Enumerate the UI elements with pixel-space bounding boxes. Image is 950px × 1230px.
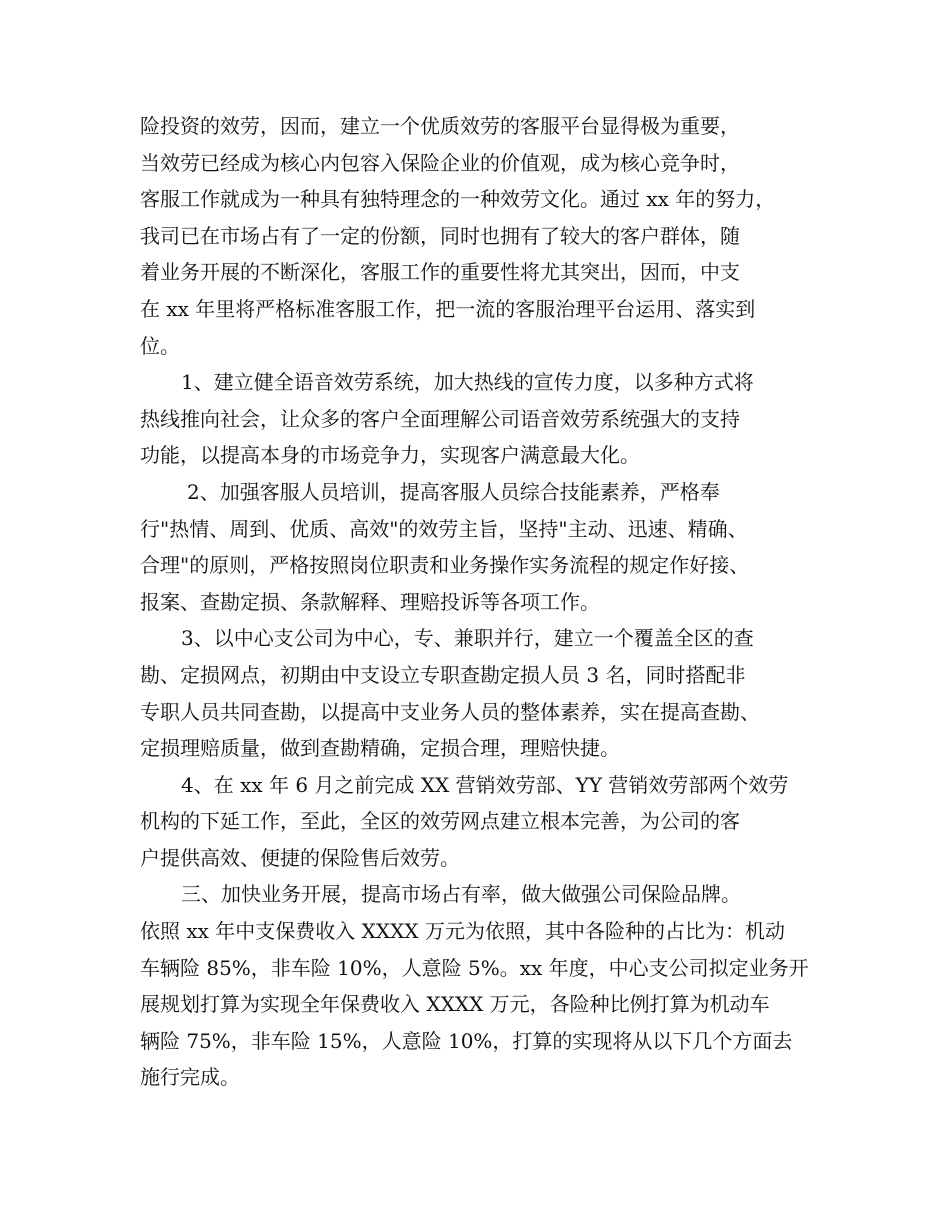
section-3-line-3: 车辆险 85%，非车险 10%，人意险 5%。xx 年度，中心支公司拟定业务开 <box>140 955 809 980</box>
paragraph-1-line-2: 当效劳已经成为核心内包容入保险企业的价值观，成为核心竞争时， <box>140 150 740 175</box>
section-3-line-1: 三、加快业务开展，提高市场占有率，做大做强公司保险品牌。 <box>181 882 741 907</box>
list-item-1-line-2: 热线推向社会，让众多的客户全面理解公司语音效劳系统强大的支持 <box>140 406 740 431</box>
paragraph-1-line-1: 险投资的效劳，因而，建立一个优质效劳的客服平台显得极为重要， <box>140 114 740 138</box>
list-item-4-line-1: 4、在 xx 年 6 月之前完成 XX 营销效劳部、YY 营销效劳部两个效劳 <box>181 772 789 797</box>
paragraph-1-line-4: 我司已在市场占有了一定的份额，同时也拥有了较大的客户群体，随 <box>140 223 740 248</box>
list-item-2-line-3: 合理"的原则，严格按照岗位职责和业务操作实务流程的规定作好接、 <box>140 553 750 578</box>
section-3-line-2: 依照 xx 年中支保费收入 XXXX 万元为依照，其中各险种的占比为：机动 <box>140 919 785 944</box>
list-item-4-line-2: 机构的下延工作，至此，全区的效劳网点建立根本完善，为公司的客 <box>140 809 740 834</box>
list-item-1-line-1: 1、建立健全语音效劳系统，加大热线的宣传力度，以多种方式将 <box>181 370 754 395</box>
section-3-line-4: 展规划打算为实现全年保费收入 XXXX 万元，各险种比例打算为机动车 <box>140 992 770 1017</box>
paragraph-1-line-7: 位。 <box>140 333 180 358</box>
list-item-2-line-2: 行"热情、周到、优质、高效"的效劳主旨，坚持"主动、迅速、精确、 <box>140 516 748 541</box>
list-item-2-line-4: 报案、查勘定损、条款解释、理赔投诉等各项工作。 <box>140 589 600 614</box>
list-item-3-line-3: 专职人员共同查勘，以提高中支业务人员的整体素养，实在提高查勘、 <box>140 699 760 724</box>
section-3-line-5: 辆险 75%，非车险 15%，人意险 10%，打算的实现将从以下几个方面去 <box>140 1028 793 1053</box>
list-item-3-line-2: 勘、定损网点，初期由中支设立专职查勘定损人员 3 名，同时搭配非 <box>140 662 746 687</box>
paragraph-1-line-3: 客服工作就成为一种具有独特理念的一种效劳文化。通过 xx 年的努力， <box>140 187 776 212</box>
list-item-3-line-4: 定损理赔质量，做到查勘精确，定损合理，理赔快捷。 <box>140 736 620 761</box>
section-3-line-6: 施行完成。 <box>140 1065 240 1090</box>
list-item-4-line-3: 户提供高效、便捷的保险售后效劳。 <box>140 845 460 870</box>
document-body <box>0 108 950 1096</box>
list-item-3-line-1: 3、以中心支公司为中心，专、兼职并行，建立一个覆盖全区的查 <box>181 626 754 651</box>
paragraph-1-line-6: 在 xx 年里将严格标准客服工作，把一流的客服治理平台运用、落实到 <box>140 296 756 321</box>
list-item-1-line-3: 功能，以提高本身的市场竞争力，实现客户满意最大化。 <box>140 443 640 468</box>
paragraph-1-line-5: 着业务开展的不断深化，客服工作的重要性将尤其突出，因而，中支 <box>140 260 740 285</box>
list-item-2-line-1: 2、加强客服人员培训，提高客服人员综合技能素养，严格奉 <box>187 479 720 504</box>
